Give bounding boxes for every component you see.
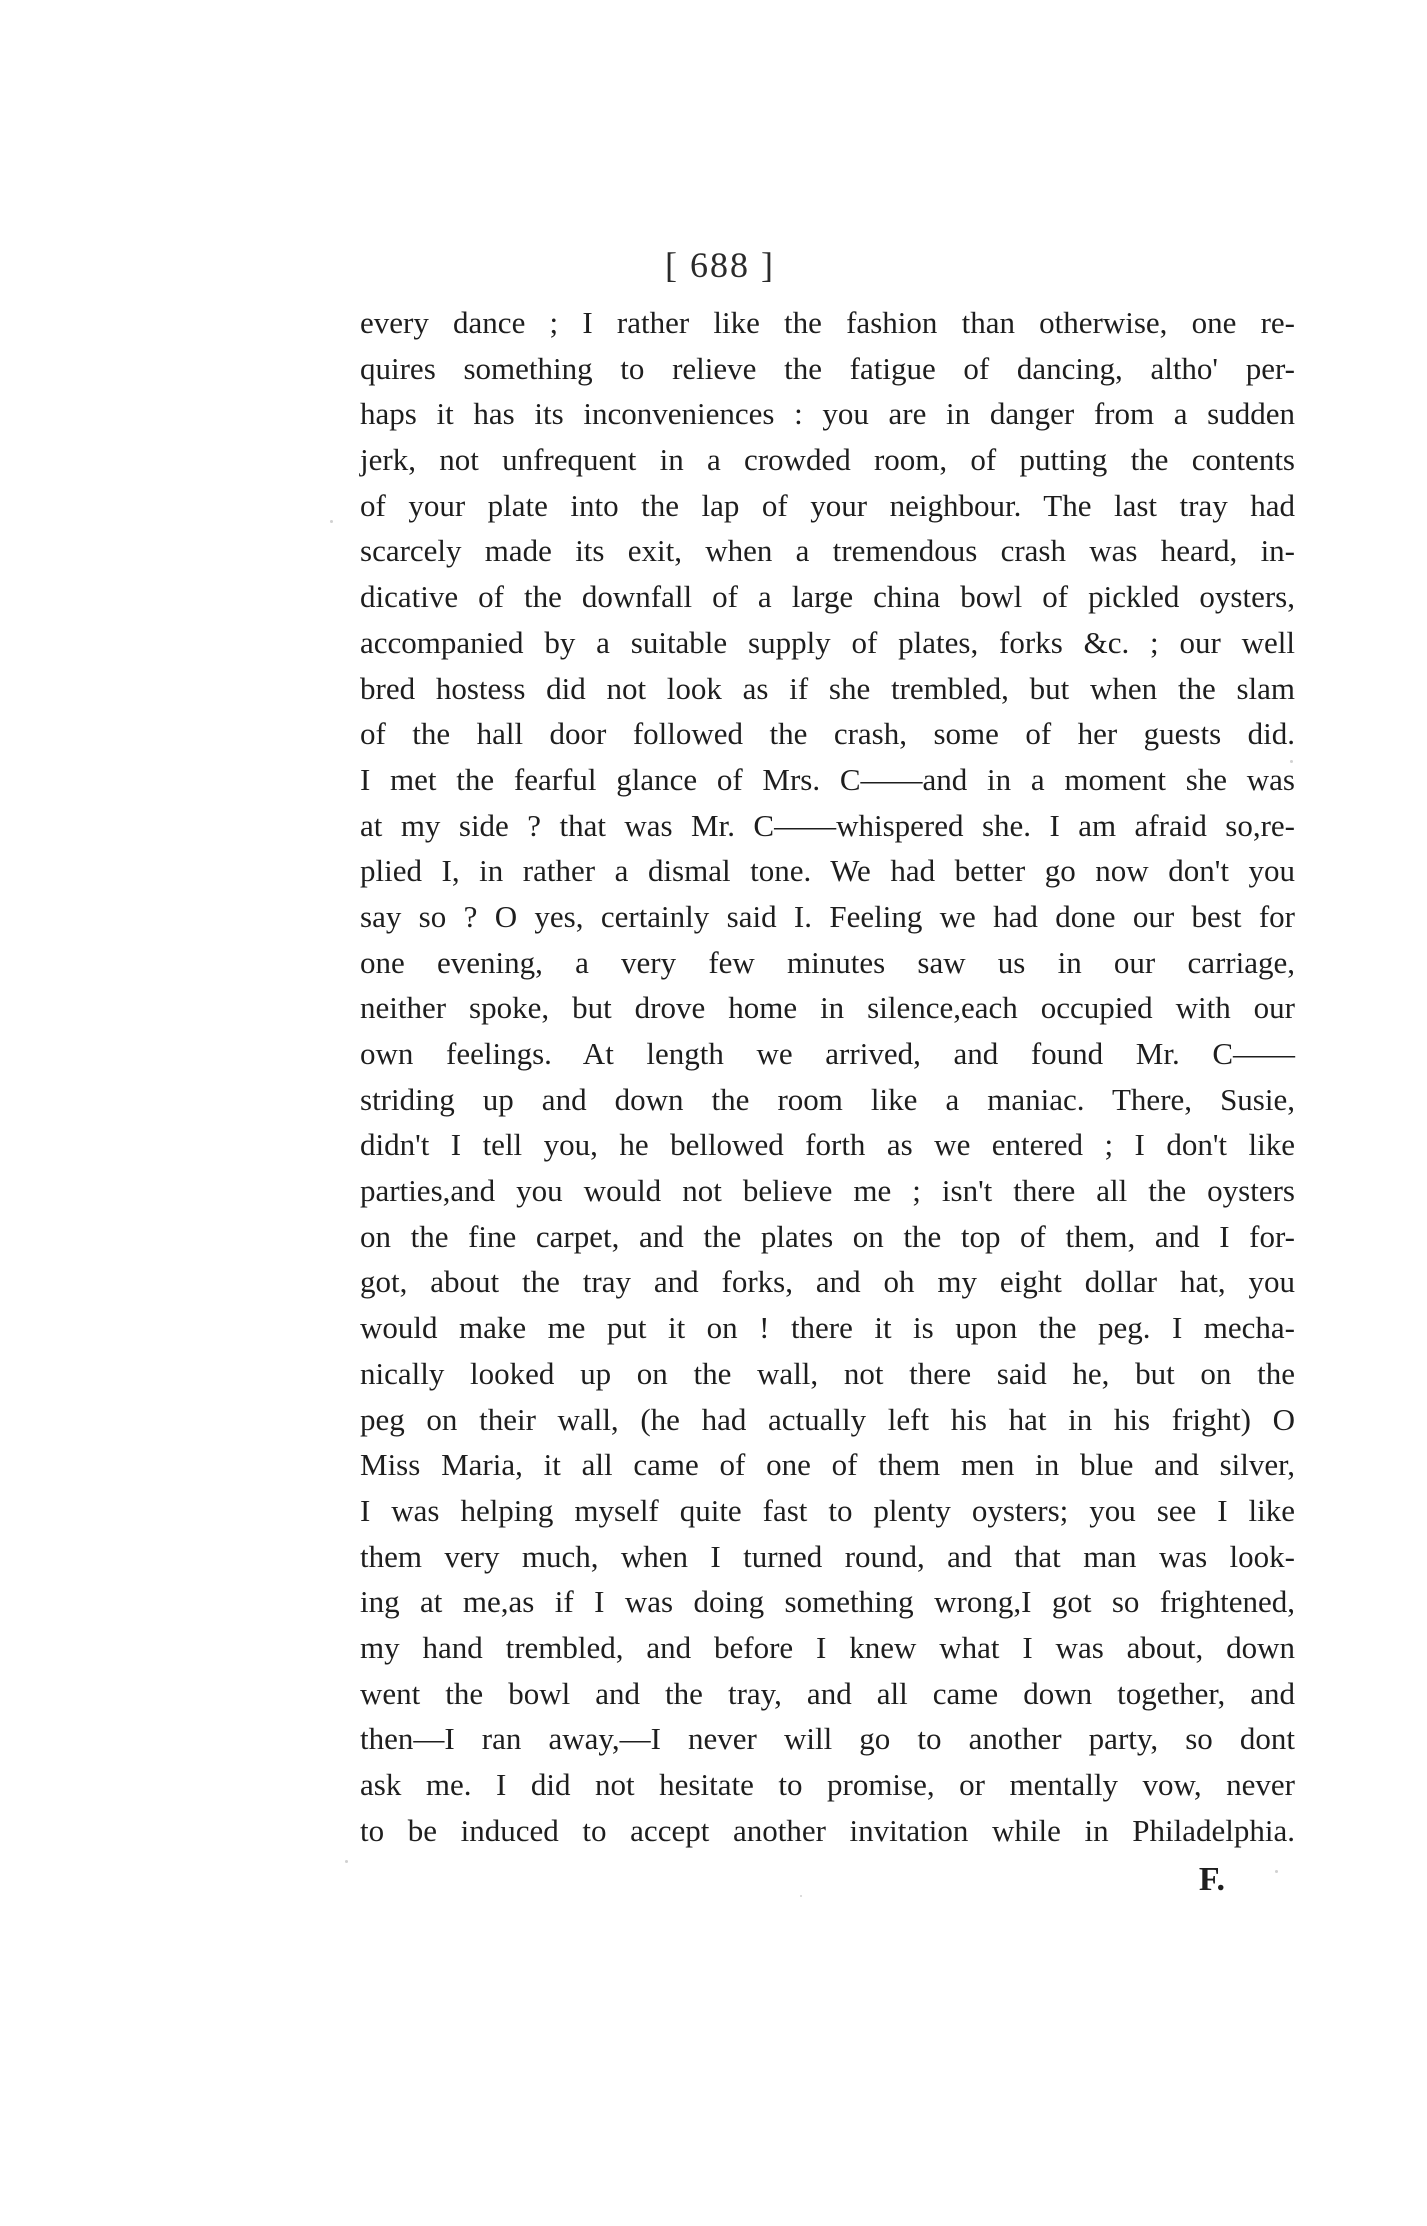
text-line: went the bowl and the tray, and all came down together, and — [360, 1675, 1295, 1711]
scan-speck — [330, 520, 333, 523]
scan-speck — [1280, 1140, 1282, 1142]
text-line: ing at me,as if I was doing something wrong,I got so frightened, — [360, 1584, 1295, 1620]
text-line: scarcely made its exit, when a tremendous crash was heard, in- — [360, 533, 1295, 569]
text-line: got, about the tray and forks, and oh my eight dollar hat, you — [360, 1264, 1295, 1300]
text-line: own feelings. At length we arrived, and found Mr. C—— — [360, 1036, 1295, 1071]
scan-speck — [1275, 1870, 1278, 1873]
author-signature: F. — [1198, 1861, 1225, 1898]
text-line: every dance ; I rather like the fashion than otherwise, one re- — [360, 305, 1295, 340]
scan-speck — [800, 1895, 802, 1897]
text-line: one evening, a very few minutes saw us in our carriage, — [360, 944, 1295, 980]
text-line: parties,and you would not believe me ; isn't there all the oysters — [360, 1173, 1295, 1209]
text-line: jerk, not unfrequent in a crowded room, of putting the contents — [360, 442, 1295, 478]
text-line: neither spoke, but drove home in silence,each occupied with our — [360, 990, 1295, 1026]
text-line: of the hall door followed the crash, some of her guests did. — [360, 716, 1295, 752]
text-line: quires something to relieve the fatigue of dancing, altho' per- — [360, 350, 1295, 386]
text-line: I met the fearful glance of Mrs. C——and in a moment she was — [360, 761, 1295, 797]
scan-speck — [1290, 760, 1293, 763]
scan-speck — [345, 1860, 348, 1863]
text-line: of your plate into the lap of your neighbour. The last tray had — [360, 487, 1295, 523]
page-number: [ 688 ] — [665, 245, 775, 285]
text-line: didn't I tell you, he bellowed forth as we entered ; I don't like — [360, 1127, 1295, 1163]
text-line: would make me put it on ! there it is upon the peg. I mecha- — [360, 1310, 1295, 1346]
text-line: I was helping myself quite fast to plenty oysters; you see I like — [360, 1492, 1295, 1528]
text-line: on the fine carpet, and the plates on the top of them, and I for- — [360, 1218, 1295, 1254]
text-line: peg on their wall, (he had actually left his hat in his fright) O — [360, 1401, 1295, 1437]
text-line: them very much, when I turned round, and that man was look- — [360, 1538, 1295, 1574]
text-line: nically looked up on the wall, not there said he, but on the — [360, 1355, 1295, 1391]
text-line: to be induced to accept another invitation while in Philadelphia. — [360, 1812, 1295, 1848]
text-line: dicative of the downfall of a large china bowl of pickled oysters, — [360, 579, 1295, 615]
text-line: at my side ? that was Mr. C——whispered she. I am afraid so,re- — [360, 807, 1295, 843]
text-line: ask me. I did not hesitate to promise, or mentally vow, never — [360, 1767, 1295, 1802]
text-line: plied I, in rather a dismal tone. We had better go now don't you — [360, 853, 1295, 889]
text-line: my hand trembled, and before I knew what I was about, down — [360, 1629, 1295, 1665]
text-line: say so ? O yes, certainly said I. Feeling we had done our best for — [360, 898, 1295, 934]
text-line: then—I ran away,—I never will go to another party, so dont — [360, 1721, 1295, 1757]
text-line: bred hostess did not look as if she trembled, but when the slam — [360, 670, 1295, 706]
text-line: accompanied by a suitable supply of plates, forks &c. ; our well — [360, 624, 1295, 660]
text-line: Miss Maria, it all came of one of them men in blue and silver, — [360, 1447, 1295, 1483]
text-line: striding up and down the room like a maniac. There, Susie, — [360, 1081, 1295, 1117]
text-line: haps it has its inconveniences : you are in danger from a sudden — [360, 396, 1295, 432]
body-text — [360, 300, 1295, 1853]
